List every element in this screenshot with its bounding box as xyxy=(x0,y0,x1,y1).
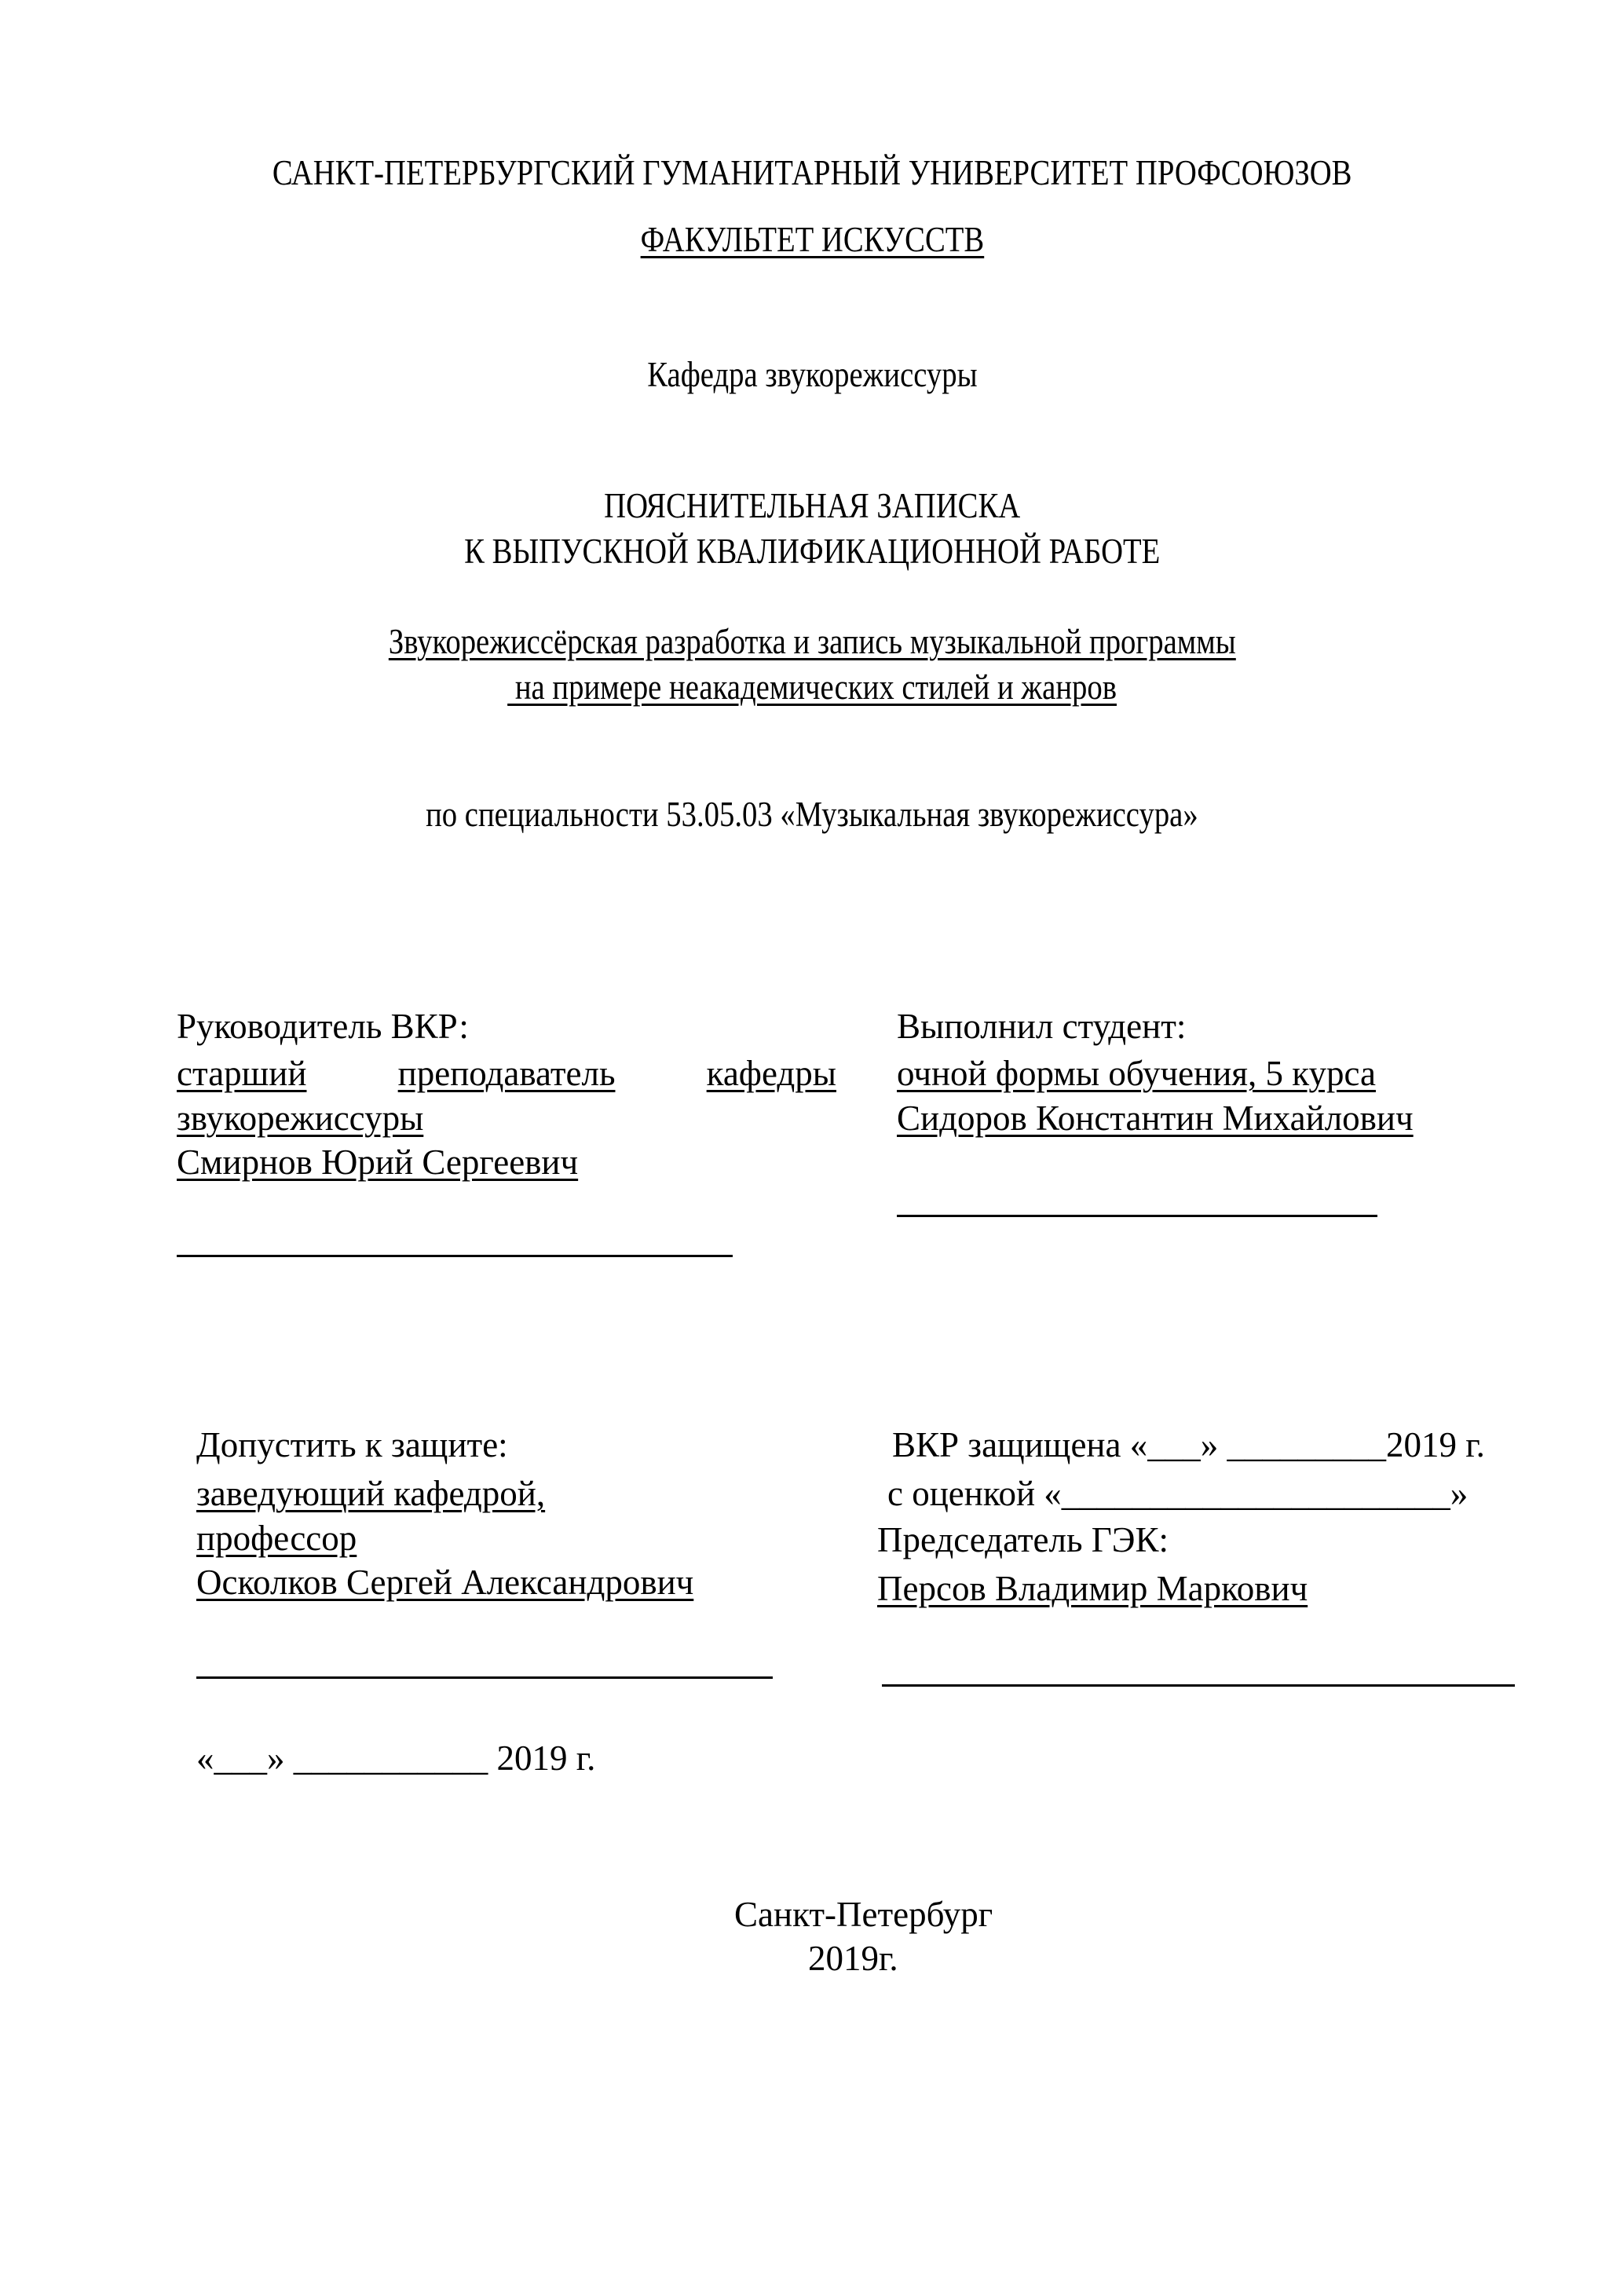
thesis-title-line1-text: Звукорежиссёрская разработка и запись музыкальной программы xyxy=(388,622,1236,661)
admission-position-line1: заведующий кафедрой, xyxy=(196,1474,546,1513)
supervisor-name: Смирнов Юрий Сергеевич xyxy=(177,1143,579,1182)
student-label: Выполнил студент: xyxy=(897,1007,1187,1046)
supervisor-position-word: старший xyxy=(177,1054,307,1093)
gek-chair-label: Председатель ГЭК: xyxy=(877,1520,1169,1559)
student-name: Сидоров Константин Михайлович xyxy=(897,1099,1414,1138)
admission-date-field: «___» ___________ 2019 г. xyxy=(196,1738,596,1778)
thesis-title-line2 xyxy=(0,665,1624,709)
thesis-title-line2-text: на примере неакадемических стилей и жанров xyxy=(507,667,1117,707)
gek-signature-line xyxy=(882,1684,1515,1687)
admission-head-name: Осколков Сергей Александрович xyxy=(196,1563,694,1602)
footer-city: Санкт-Петербург xyxy=(734,1895,993,1934)
supervisor-position-line1 xyxy=(177,1051,836,1095)
supervisor-position-line2: звукорежиссуры xyxy=(177,1099,424,1138)
department-name xyxy=(0,353,1624,397)
doc-type-line1-text: ПОЯСНИТЕЛЬНАЯ ЗАПИСКА xyxy=(603,486,1021,525)
doc-type-line1 xyxy=(0,484,1624,528)
specialty xyxy=(0,792,1624,836)
faculty-name xyxy=(0,218,1624,261)
university-name xyxy=(0,151,1624,195)
admission-signature-line xyxy=(196,1676,773,1679)
footer-year: 2019г. xyxy=(808,1939,898,1978)
admission-label: Допустить к защите: xyxy=(196,1425,508,1464)
specialty-text: по специальности 53.05.03 «Музыкальная звукорежиссура» xyxy=(426,795,1198,834)
doc-type-line2-text: К ВЫПУСКНОЙ КВАЛИФИКАЦИОННОЙ РАБОТЕ xyxy=(463,532,1161,571)
department-name-text: Кафедра звукорежиссуры xyxy=(646,355,978,394)
thesis-title-line1 xyxy=(0,620,1624,664)
supervisor-signature-line xyxy=(177,1255,733,1257)
student-signature-line xyxy=(897,1215,1377,1217)
defense-date-field: ВКР защищена «___» _________2019 г. xyxy=(892,1425,1485,1464)
supervisor-position-word: кафедры xyxy=(706,1054,836,1093)
faculty-name-text: ФАКУЛЬТЕТ ИСКУССТВ xyxy=(640,220,984,259)
student-details: очной формы обучения, 5 курса xyxy=(897,1054,1376,1093)
university-name-text: САНКТ-ПЕТЕРБУРГСКИЙ ГУМАНИТАРНЫЙ УНИВЕРСИТЕТ ПРОФСОЮЗОВ xyxy=(272,153,1352,192)
gek-chair-name: Персов Владимир Маркович xyxy=(877,1569,1308,1608)
doc-type-line2 xyxy=(0,529,1624,573)
admission-position-line2: профессор xyxy=(196,1519,357,1558)
supervisor-position-word: преподаватель xyxy=(397,1054,616,1093)
defense-grade-field: с оценкой «______________________» xyxy=(887,1474,1469,1513)
supervisor-label: Руководитель ВКР: xyxy=(177,1007,469,1046)
